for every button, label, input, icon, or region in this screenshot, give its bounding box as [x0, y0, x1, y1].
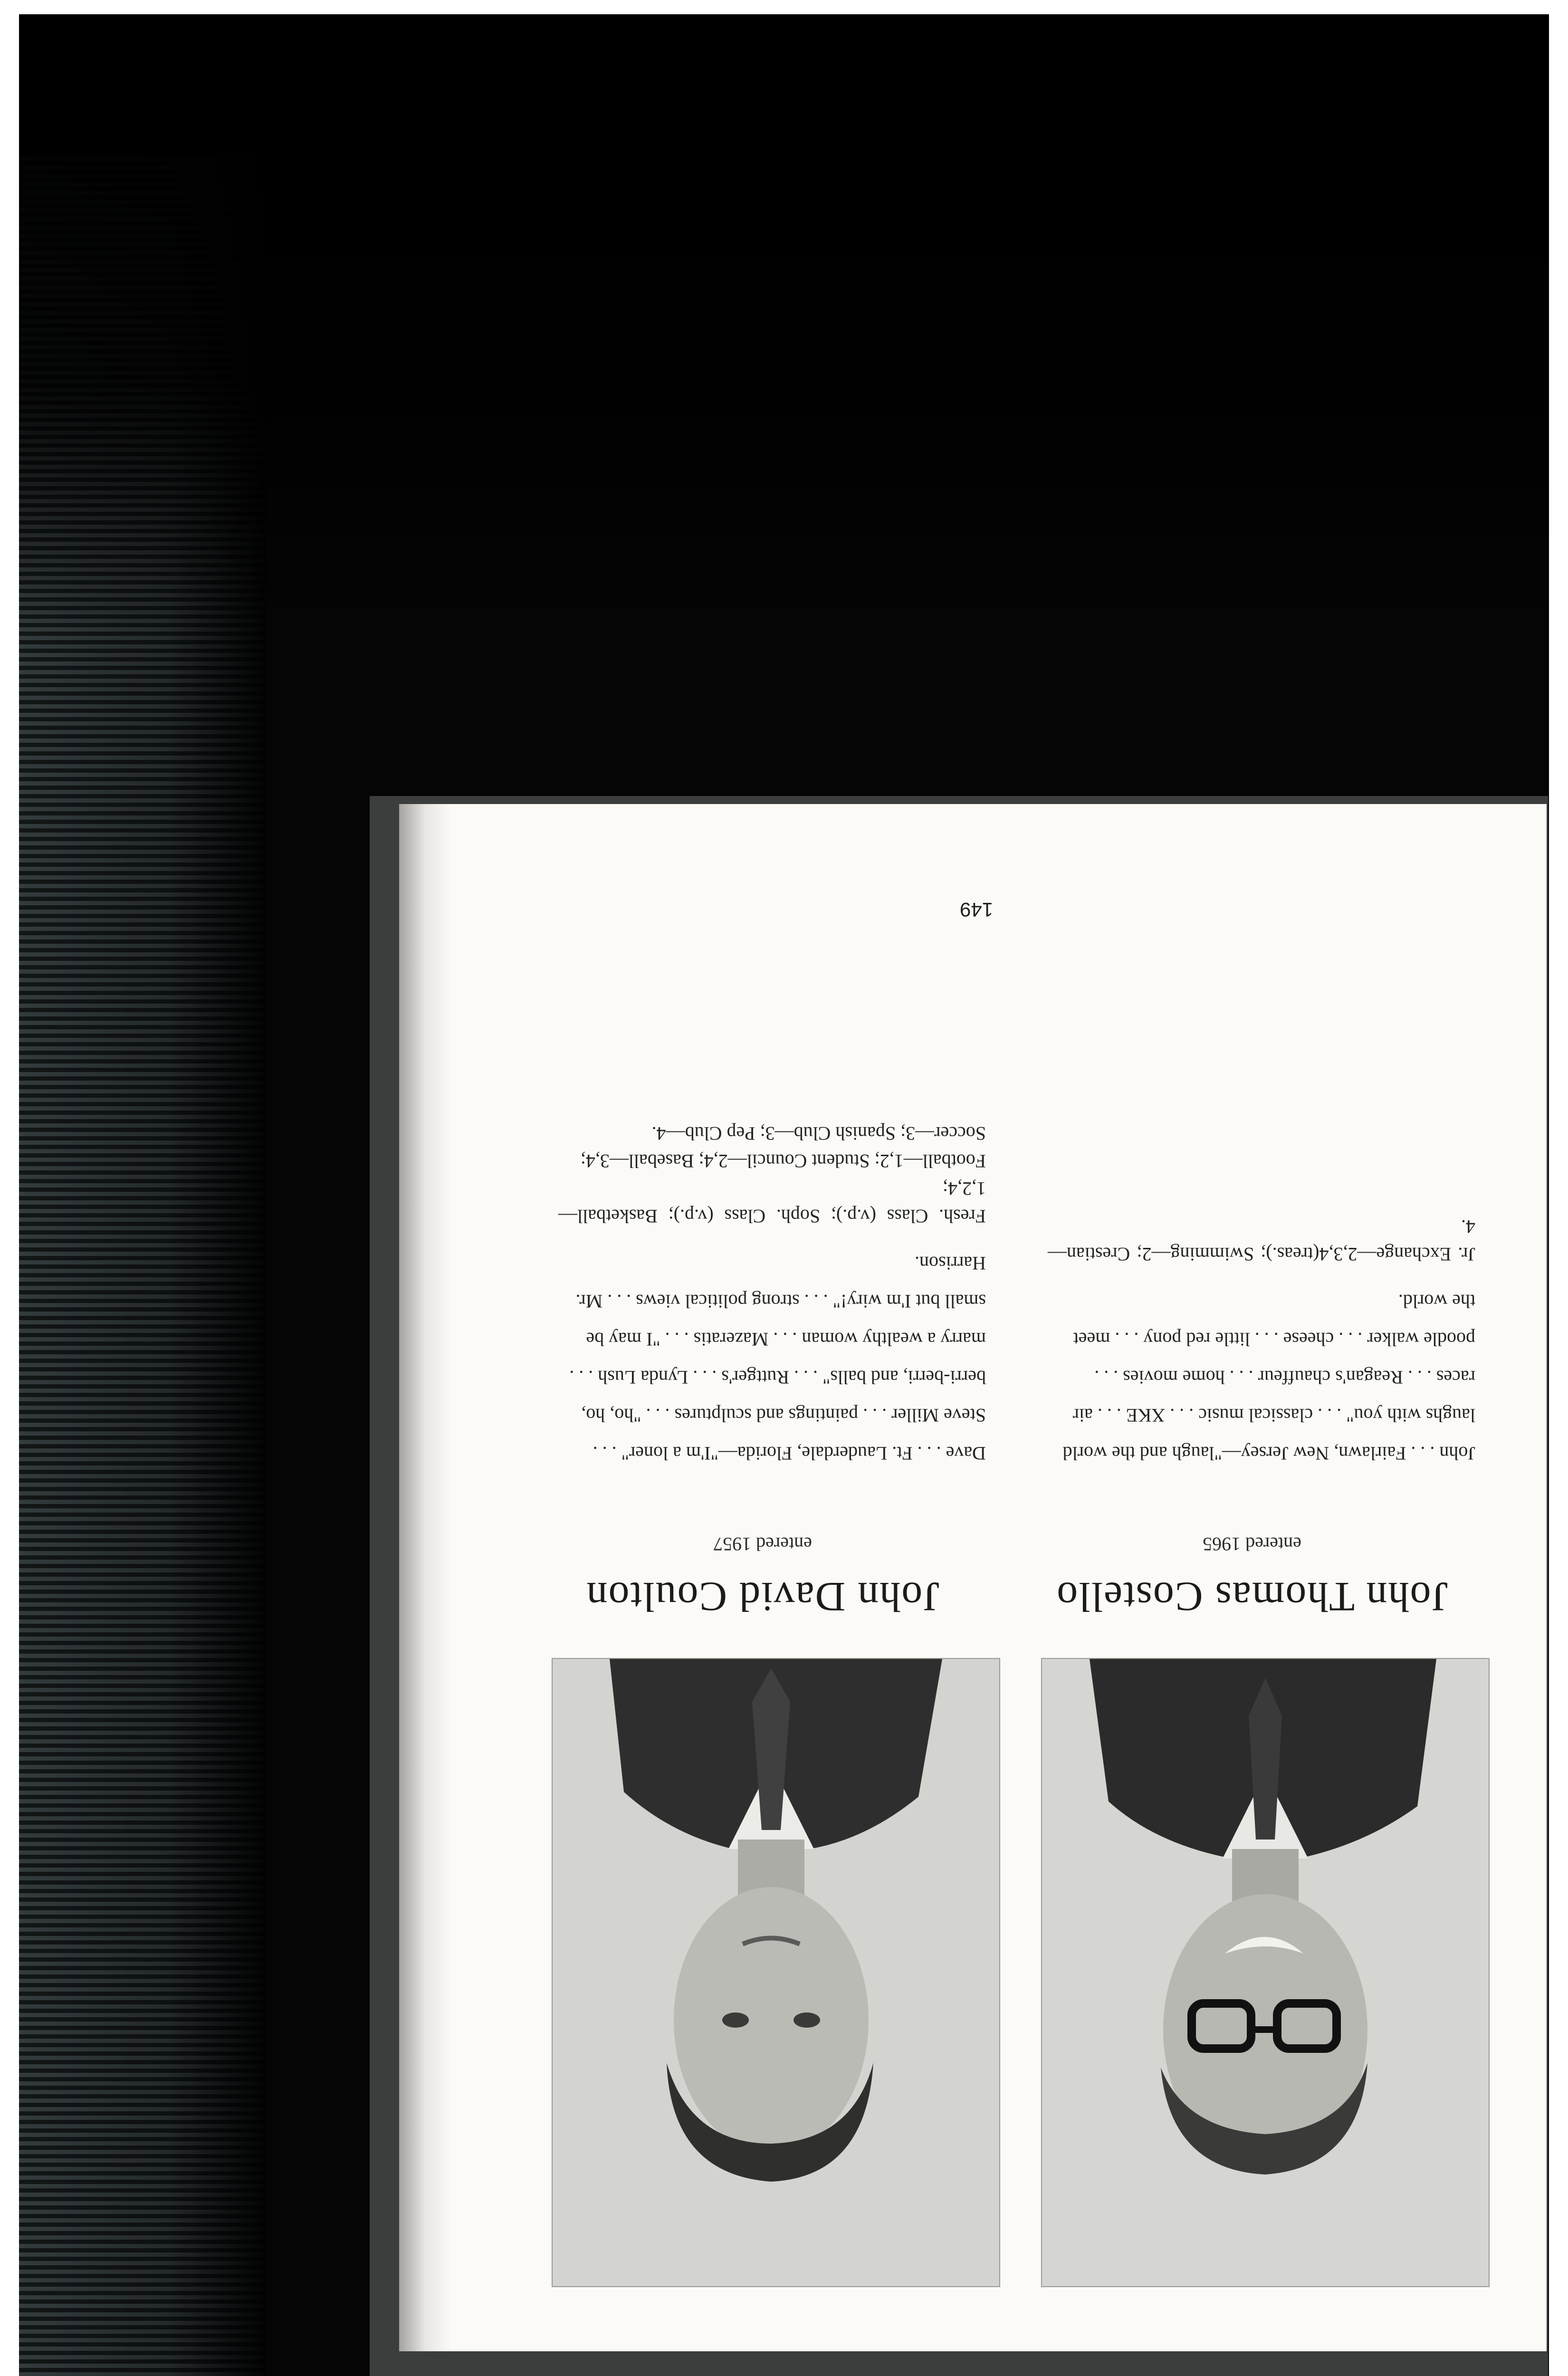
student-bio: [1048, 1175, 1475, 1510]
page-number: 149: [959, 899, 994, 921]
page-gutter-shadow: [399, 804, 451, 2351]
activities-list: Jr. Exchange—2,3,4(treas.); Swimming—2; Crestian—4.: [1048, 1216, 1475, 1265]
entered-year: entered 1957: [713, 1533, 812, 1555]
senior-entry-coulton: [530, 926, 1000, 2351]
student-bio: [558, 1082, 986, 1510]
student-name: John Thomas Costello: [1056, 1573, 1448, 1619]
senior-entry-costello: [1019, 926, 1490, 2351]
entered-year: entered 1965: [1203, 1533, 1301, 1555]
student-name: John David Coulton: [585, 1573, 940, 1619]
activities-list: Fresh. Class (v.p.); Soph. Class (v.p.); Basketball—1,2,4; Football—1,2; Student Council—2,4; Baseball—3,4; Soccer—3; Spanish Club—3; Pep Club—4.: [558, 1123, 986, 1227]
portrait-photo-coulton: [552, 1658, 1000, 2287]
bio-text: John . . . Fairlawn, New Jersey—"laugh and the world laughs with you" . . . classical music . . . XKE . . . air races . . . Reagan's chauffeur . . . home movies . . . poodle walker . . . cheese . . . little red pony . . . meet the world.: [1062, 1291, 1475, 1464]
portrait-photo-costello: [1041, 1658, 1490, 2287]
yearbook-page: [399, 804, 1547, 2351]
bio-text: Dave . . . Ft. Lauderdale, Florida—"I'm a loner" . . . Steve Miller . . . paintings and sculptures . . . "ho, ho, berri-berri, and balls" . . . Ruttger's . . . Lynda Lush . . . marry a wealthy woman . . . Mazeratis . . . "I may be small but I'm wiry!" . . . strong political views . . . Mr. Harrison.: [569, 1253, 986, 1464]
scanner-shadow: [19, 14, 1549, 632]
